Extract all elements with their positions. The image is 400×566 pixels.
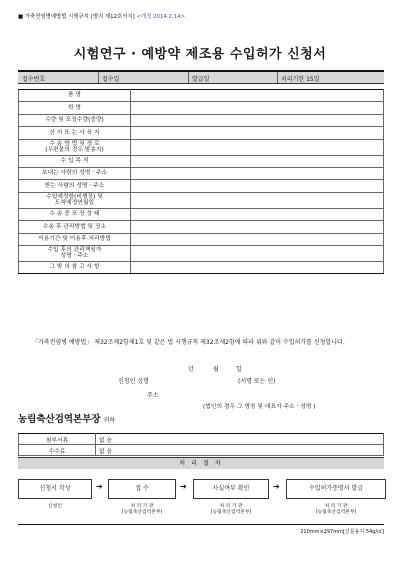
- header-bullet: ■: [18, 14, 24, 20]
- field-label: 수 송 중 포 장 상 태: [19, 208, 131, 220]
- field-label: 수 송 방 법 및 경 로 (우편물의 경우 발송지): [19, 139, 131, 155]
- field-label: 그 밖 의 참 고 사 항: [19, 261, 131, 273]
- field-input[interactable]: [131, 233, 384, 245]
- field-label: 품 명: [19, 90, 131, 102]
- field-input[interactable]: [131, 180, 384, 192]
- form-row: [19, 102, 384, 114]
- signature-placeholder[interactable]: (서명 또는 인): [238, 378, 276, 385]
- field-label: 받는 사람의 성명 · 주소: [19, 180, 131, 192]
- field-input[interactable]: [131, 192, 384, 208]
- field-input[interactable]: [131, 167, 384, 179]
- receipt-date-label: 접수일: [102, 76, 120, 83]
- form-row: [19, 261, 384, 273]
- attachment-row: [19, 445, 384, 456]
- procedure-actor-1: 신청인: [48, 504, 62, 509]
- procedure-step-1: 신청서 작성: [18, 479, 92, 499]
- attachments-table: [18, 433, 384, 456]
- recipient: [18, 411, 115, 425]
- field-input[interactable]: [131, 261, 384, 273]
- form-row: [19, 167, 384, 179]
- applicant-name-label: 신청인 성명: [118, 378, 149, 385]
- date-month: 월: [213, 366, 219, 373]
- field-label: 수량 및 포장수량(중량): [19, 114, 131, 126]
- field-label: 이용기간 및 이용후 처리방법: [19, 233, 131, 245]
- processing-period-label: 처리기한 15일: [281, 76, 320, 83]
- attachment-label: 수수료: [19, 445, 96, 456]
- attachment-value: 없 음: [96, 434, 384, 445]
- field-label: 산 지 또 는 사 육 지: [19, 127, 131, 139]
- arrow-right-icon: ➔: [180, 482, 187, 491]
- field-label: 수송 후 관리방법 및 장소: [19, 221, 131, 233]
- field-label: 학 명: [19, 102, 131, 114]
- corporation-note: (법인의 경우 그 명칭 및 대표자 주소 · 성명 ): [203, 404, 316, 410]
- applicant-address-label: 주소: [147, 392, 159, 399]
- field-input[interactable]: [131, 221, 384, 233]
- field-label: 보내는 사람의 성명 · 주소: [19, 167, 131, 179]
- form-row: [19, 233, 384, 245]
- form-row: [19, 192, 384, 208]
- form-row: [19, 114, 384, 126]
- procedure-step-3: 사실여부 확인: [193, 479, 269, 499]
- procedure-actor-3: 처 리 기 관 (농림축산검역본부): [210, 504, 252, 515]
- field-label: 수입예정항(비행장) 및 도착예정연월일: [19, 192, 131, 208]
- field-label: 수입 후의 관리책임자 성명 · 주소: [19, 245, 131, 261]
- attachment-label: 첨부서류: [19, 434, 96, 445]
- field-input[interactable]: [131, 208, 384, 220]
- field-label: 수 입 목 적: [19, 155, 131, 167]
- recipient-suffix: 귀하: [103, 417, 116, 424]
- receipt-no-label: 접수번호: [22, 76, 46, 83]
- procedure-step-4: 수입허가증명서 발급: [286, 479, 386, 499]
- application-statement: 「가축전염병 예방법」 제32조제2항제1호 및 같은 법 시행규칙 제32조제2항에 따라 위와 같이 수입허가를 신청합니다.: [32, 339, 345, 346]
- form-row: [19, 208, 384, 220]
- arrow-right-icon: ➔: [96, 482, 103, 491]
- field-input[interactable]: [131, 114, 384, 126]
- procedure-actor-2: 처 리 기 관 (농림축산검역본부): [121, 504, 163, 515]
- field-input[interactable]: [131, 155, 384, 167]
- recipient-agency: 농림축산검역본부장: [18, 414, 101, 425]
- form-header: [18, 12, 185, 20]
- attachment-row: [19, 434, 384, 445]
- revision-date: <개정 2014.2.14>: [136, 14, 186, 20]
- field-input[interactable]: [131, 245, 384, 261]
- form-row: [19, 127, 384, 139]
- procedure-step-2: 접 수: [108, 479, 176, 499]
- arrow-right-icon: ➔: [273, 482, 280, 491]
- procedure-title: 처 리 절 차: [18, 457, 384, 469]
- form-row: [19, 221, 384, 233]
- attachment-value: 없 음: [96, 445, 384, 456]
- field-input[interactable]: [131, 139, 384, 155]
- form-row: [19, 155, 384, 167]
- receipt-row: [18, 70, 384, 84]
- date-day: 일: [236, 366, 242, 373]
- field-input[interactable]: [131, 102, 384, 114]
- field-input[interactable]: [131, 127, 384, 139]
- procedure-actor-4: 처 리 기 관 (농림축산검역본부): [315, 504, 357, 515]
- paper-spec: 210mm×297mm[신문용지 54g/㎡]: [300, 529, 384, 535]
- form-row: [19, 245, 384, 261]
- form-row: [19, 139, 384, 155]
- form-title: 시험연구 · 예방약 제조용 수입허가 신청서: [73, 47, 327, 62]
- date-year: 년: [188, 366, 194, 373]
- form-row: [19, 180, 384, 192]
- application-form-table: [18, 89, 384, 274]
- form-row: [19, 90, 384, 102]
- issue-date-label: 발급일: [192, 76, 210, 83]
- regulation-reference: 가축전염병예방법 시행규칙 [별지 제12호서식]: [24, 14, 135, 20]
- bottom-rule: [18, 524, 384, 525]
- field-input[interactable]: [131, 90, 384, 102]
